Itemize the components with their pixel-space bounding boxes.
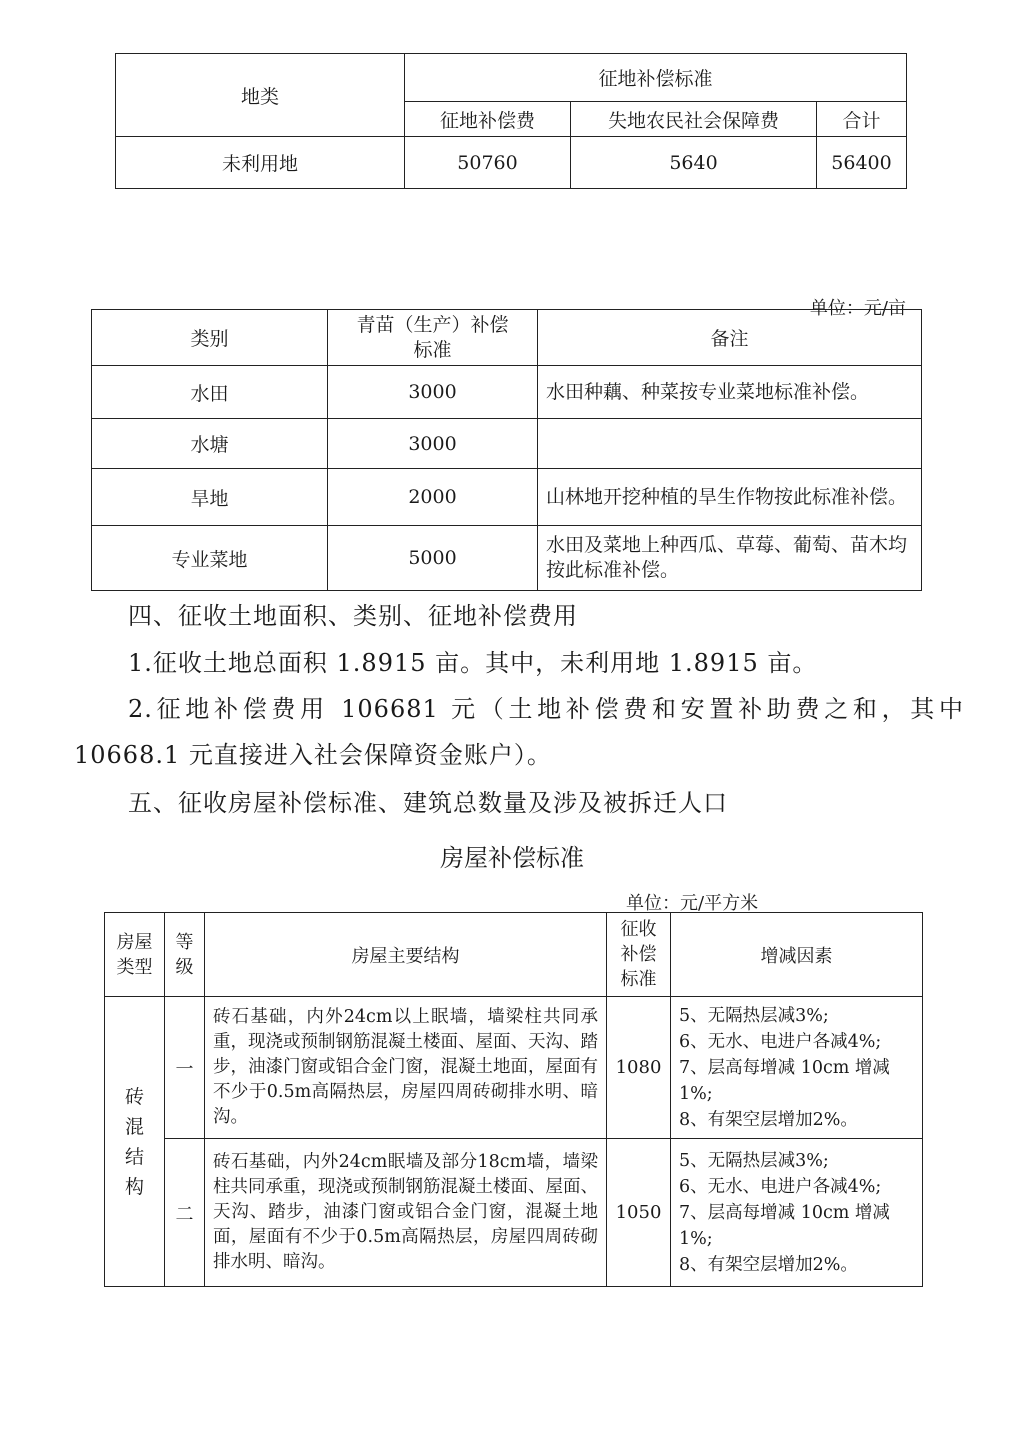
crop-standard: 3000 bbox=[328, 419, 538, 469]
cell-compensation: 50760 bbox=[405, 137, 571, 189]
table-row bbox=[105, 997, 923, 1139]
factor-item: 6、无水、电进户各减4%; bbox=[679, 1176, 882, 1197]
header-factors: 增减因素 bbox=[671, 913, 923, 997]
subheader-total: 合计 bbox=[817, 102, 907, 137]
crop-remark bbox=[538, 419, 922, 469]
factor-item: 8、有架空层增加2%。 bbox=[679, 1109, 858, 1130]
house-type-char: 结 bbox=[124, 1145, 144, 1168]
header-standard: 征地补偿标准 bbox=[405, 54, 907, 102]
crop-unit-label: 单位：元/亩 bbox=[809, 298, 906, 319]
header-std-l2: 补偿 bbox=[620, 944, 657, 965]
section4-heading: 四、征收土地面积、类别、征地补偿费用 bbox=[128, 602, 578, 630]
house-type-char: 砖 bbox=[124, 1085, 144, 1108]
house-type-char: 构 bbox=[124, 1175, 144, 1198]
header-house-type bbox=[105, 913, 165, 997]
header-grade-l1: 等 bbox=[175, 931, 194, 953]
crop-category: 专业菜地 bbox=[92, 526, 328, 591]
house-grade: 二 bbox=[165, 1139, 205, 1287]
table-row bbox=[92, 526, 922, 591]
header-crop-standard: 青苗（生产）补偿标准 bbox=[328, 310, 538, 366]
factor-item: 5、无隔热层减3%; bbox=[679, 1005, 829, 1026]
house-table-title: 房屋补偿标准 bbox=[440, 844, 584, 872]
house-factors bbox=[671, 1139, 923, 1287]
table-row bbox=[92, 419, 922, 469]
cell-land-type: 未利用地 bbox=[116, 137, 405, 189]
factor-item: 8、有架空层增加2%。 bbox=[679, 1254, 858, 1275]
header-structure: 房屋主要结构 bbox=[205, 913, 607, 997]
crop-standard: 2000 bbox=[328, 469, 538, 526]
land-compensation-table bbox=[115, 53, 907, 189]
header-house-type-l2: 类型 bbox=[116, 956, 153, 978]
cell-total: 56400 bbox=[817, 137, 907, 189]
house-grade: 一 bbox=[165, 997, 205, 1139]
house-unit-label: 单位：元/平方米 bbox=[626, 893, 759, 914]
subheader-social-security: 失地农民社会保障费 bbox=[571, 102, 817, 137]
factor-item: 6、无水、电进户各减4%; bbox=[679, 1031, 882, 1052]
header-grade bbox=[165, 913, 205, 997]
table-row bbox=[92, 469, 922, 526]
section4-item2-line1: 2.征地补偿费用 106681 元（土地补偿费和安置补助费之和，其中 bbox=[128, 695, 964, 723]
header-grade-l2: 级 bbox=[175, 956, 194, 978]
header-land-type: 地类 bbox=[116, 54, 405, 137]
subheader-compensation: 征地补偿费 bbox=[405, 102, 571, 137]
crop-category: 水田 bbox=[92, 366, 328, 419]
crop-standard: 3000 bbox=[328, 366, 538, 419]
crop-category: 旱地 bbox=[92, 469, 328, 526]
crop-standard: 5000 bbox=[328, 526, 538, 591]
crop-compensation-table bbox=[91, 309, 922, 591]
section4-item1: 1.征收土地总面积 1.8915 亩。其中，未利用地 1.8915 亩。 bbox=[128, 649, 818, 677]
table-row bbox=[92, 366, 922, 419]
header-std-l1: 征收 bbox=[620, 919, 657, 940]
house-type-char: 混 bbox=[124, 1115, 144, 1138]
crop-remark: 水田种藕、种菜按专业菜地标准补偿。 bbox=[538, 366, 922, 419]
table-row bbox=[105, 1139, 923, 1287]
house-factors bbox=[671, 997, 923, 1139]
header-remark: 备注 bbox=[538, 310, 922, 366]
house-structure: 砖石基础，内外24cm以上眠墙，墙梁柱共同承重，现浇或预制钢筋混凝土楼面、屋面、天沟、踏步，油漆门窗或铝合金门窗，混凝土地面，屋面有不少于0.5m高隔热层，房屋四周砖砌排水明、暗沟。 bbox=[205, 997, 607, 1139]
house-type-cell bbox=[105, 997, 165, 1287]
house-structure: 砖石基础，内外24cm眠墙及部分18cm墙，墙梁柱共同承重，现浇或预制钢筋混凝土楼面、屋面、天沟、踏步，油漆门窗或铝合金门窗，混凝土地面，屋面有不少于0.5m高隔热层，房屋四周砖砌排水明、暗沟。 bbox=[205, 1139, 607, 1287]
header-category: 类别 bbox=[92, 310, 328, 366]
header-house-type-l1: 房屋 bbox=[116, 931, 153, 953]
factor-item: 7、层高每增减 10cm 增减1%; bbox=[679, 1057, 890, 1104]
header-comp-standard bbox=[607, 913, 671, 997]
crop-category: 水塘 bbox=[92, 419, 328, 469]
crop-remark: 山林地开挖种植的旱生作物按此标准补偿。 bbox=[538, 469, 922, 526]
section4-item2-line2: 10668.1 元直接进入社会保障资金账户）。 bbox=[74, 741, 552, 769]
house-compensation-table bbox=[104, 912, 923, 1287]
house-standard: 1080 bbox=[607, 997, 671, 1139]
factor-item: 5、无隔热层减3%; bbox=[679, 1150, 829, 1171]
crop-remark: 水田及菜地上种西瓜、草莓、葡萄、苗木均按此标准补偿。 bbox=[538, 526, 922, 591]
house-standard: 1050 bbox=[607, 1139, 671, 1287]
factor-item: 7、层高每增减 10cm 增减1%; bbox=[679, 1202, 890, 1249]
header-std-l3: 标准 bbox=[620, 969, 657, 990]
section5-heading: 五、征收房屋补偿标准、建筑总数量及涉及被拆迁人口 bbox=[128, 789, 728, 817]
cell-social-security: 5640 bbox=[571, 137, 817, 189]
